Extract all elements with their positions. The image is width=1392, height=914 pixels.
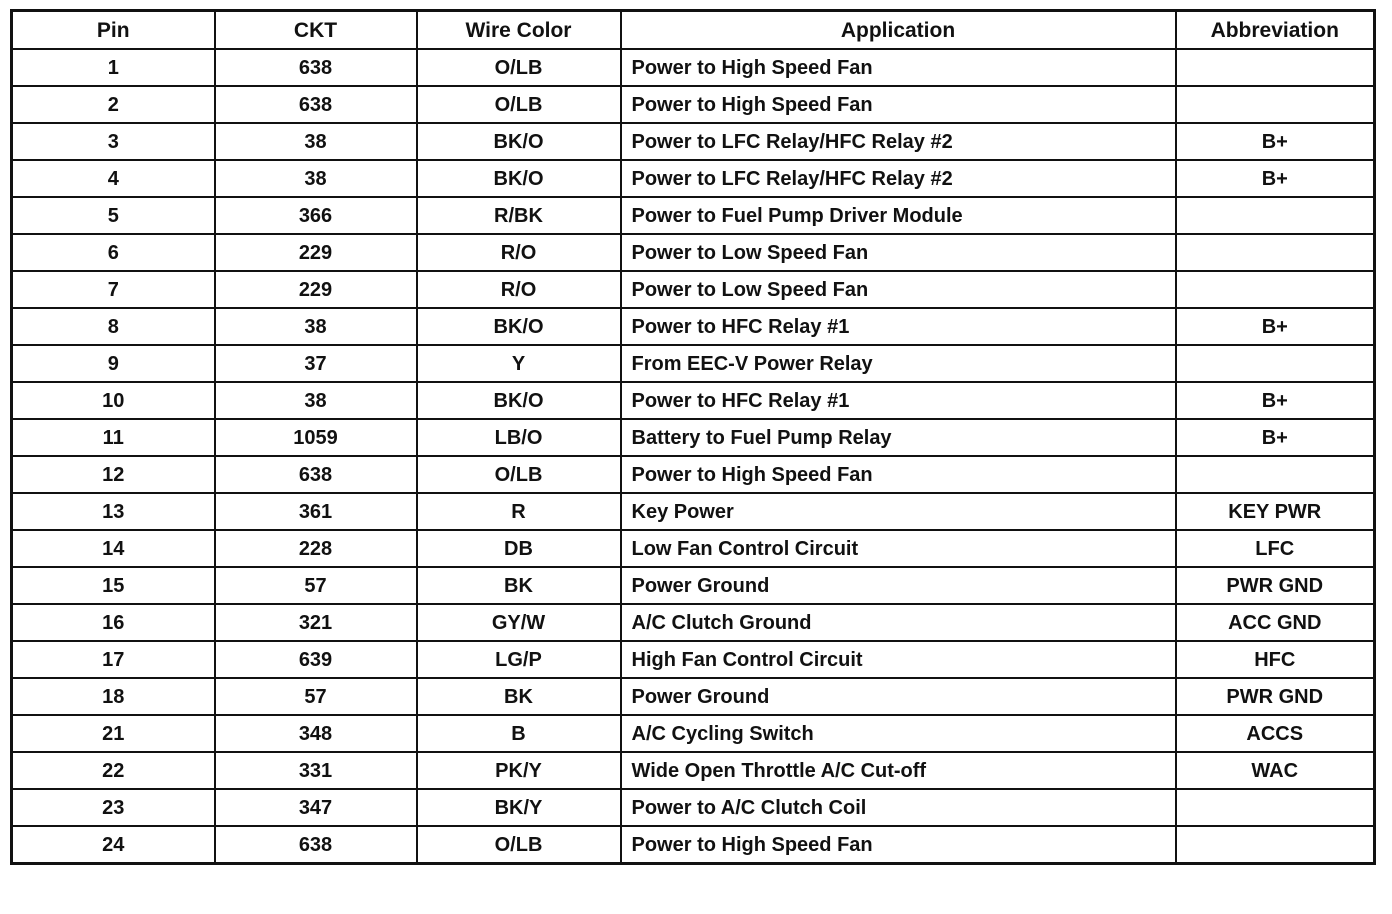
pin-cell: 12: [12, 456, 215, 493]
header-pin: Pin: [12, 11, 215, 50]
table-row: [12, 530, 1375, 567]
ckt-cell: 638: [215, 456, 417, 493]
table-row: [12, 345, 1375, 382]
application-cell: Power to High Speed Fan: [621, 826, 1176, 864]
wire-color-cell: R/O: [417, 271, 621, 308]
table-header: [12, 11, 1375, 50]
application-cell: Power Ground: [621, 678, 1176, 715]
application-cell: Power to Low Speed Fan: [621, 234, 1176, 271]
wire-color-cell: BK/Y: [417, 789, 621, 826]
pin-cell: 17: [12, 641, 215, 678]
abbreviation-cell: WAC: [1176, 752, 1375, 789]
ckt-cell: 38: [215, 123, 417, 160]
abbreviation-cell: ACCS: [1176, 715, 1375, 752]
application-cell: Wide Open Throttle A/C Cut-off: [621, 752, 1176, 789]
table-row: [12, 234, 1375, 271]
pin-cell: 8: [12, 308, 215, 345]
application-cell: Power to LFC Relay/HFC Relay #2: [621, 160, 1176, 197]
table-row: [12, 641, 1375, 678]
abbreviation-cell: [1176, 271, 1375, 308]
wire-color-cell: B: [417, 715, 621, 752]
abbreviation-cell: [1176, 197, 1375, 234]
pin-cell: 14: [12, 530, 215, 567]
ckt-cell: 331: [215, 752, 417, 789]
ckt-cell: 38: [215, 160, 417, 197]
application-cell: A/C Cycling Switch: [621, 715, 1176, 752]
wire-color-cell: R/BK: [417, 197, 621, 234]
table-row: [12, 567, 1375, 604]
abbreviation-cell: [1176, 345, 1375, 382]
pin-cell: 16: [12, 604, 215, 641]
application-cell: Power to A/C Clutch Coil: [621, 789, 1176, 826]
table-row: [12, 604, 1375, 641]
table-row: [12, 752, 1375, 789]
pin-cell: 11: [12, 419, 215, 456]
table-row: [12, 826, 1375, 864]
application-cell: Power to High Speed Fan: [621, 86, 1176, 123]
table-row: [12, 123, 1375, 160]
wire-color-cell: O/LB: [417, 456, 621, 493]
abbreviation-cell: B+: [1176, 419, 1375, 456]
abbreviation-cell: PWR GND: [1176, 567, 1375, 604]
wire-color-cell: O/LB: [417, 826, 621, 864]
wire-color-cell: O/LB: [417, 49, 621, 86]
abbreviation-cell: HFC: [1176, 641, 1375, 678]
abbreviation-cell: [1176, 49, 1375, 86]
table-row: [12, 49, 1375, 86]
header-wire-color: Wire Color: [417, 11, 621, 50]
application-cell: A/C Clutch Ground: [621, 604, 1176, 641]
application-cell: Low Fan Control Circuit: [621, 530, 1176, 567]
ckt-cell: 638: [215, 826, 417, 864]
abbreviation-cell: [1176, 789, 1375, 826]
ckt-cell: 321: [215, 604, 417, 641]
abbreviation-cell: B+: [1176, 382, 1375, 419]
ckt-cell: 228: [215, 530, 417, 567]
wire-color-cell: LB/O: [417, 419, 621, 456]
pin-cell: 5: [12, 197, 215, 234]
application-cell: Power to Fuel Pump Driver Module: [621, 197, 1176, 234]
abbreviation-cell: ACC GND: [1176, 604, 1375, 641]
pin-cell: 2: [12, 86, 215, 123]
ckt-cell: 348: [215, 715, 417, 752]
header-abbreviation: Abbreviation: [1176, 11, 1375, 50]
header-application: Application: [621, 11, 1176, 50]
ckt-cell: 229: [215, 271, 417, 308]
ckt-cell: 639: [215, 641, 417, 678]
application-cell: Power Ground: [621, 567, 1176, 604]
table-row: [12, 493, 1375, 530]
abbreviation-cell: [1176, 456, 1375, 493]
table-row: [12, 456, 1375, 493]
wire-color-cell: R: [417, 493, 621, 530]
application-cell: Power to Low Speed Fan: [621, 271, 1176, 308]
table-row: [12, 86, 1375, 123]
pin-cell: 23: [12, 789, 215, 826]
abbreviation-cell: B+: [1176, 160, 1375, 197]
application-cell: Power to HFC Relay #1: [621, 382, 1176, 419]
wire-color-cell: BK/O: [417, 382, 621, 419]
ckt-cell: 37: [215, 345, 417, 382]
ckt-cell: 38: [215, 382, 417, 419]
pin-cell: 6: [12, 234, 215, 271]
table-row: [12, 197, 1375, 234]
abbreviation-cell: [1176, 826, 1375, 864]
ckt-cell: 1059: [215, 419, 417, 456]
pin-cell: 18: [12, 678, 215, 715]
application-cell: Power to High Speed Fan: [621, 456, 1176, 493]
application-cell: High Fan Control Circuit: [621, 641, 1176, 678]
ckt-cell: 366: [215, 197, 417, 234]
header-ckt: CKT: [215, 11, 417, 50]
table-body: [12, 49, 1375, 864]
pin-cell: 24: [12, 826, 215, 864]
application-cell: Key Power: [621, 493, 1176, 530]
pin-cell: 4: [12, 160, 215, 197]
table-row: [12, 678, 1375, 715]
wire-color-cell: BK/O: [417, 160, 621, 197]
ckt-cell: 361: [215, 493, 417, 530]
table-row: [12, 419, 1375, 456]
ckt-cell: 347: [215, 789, 417, 826]
abbreviation-cell: PWR GND: [1176, 678, 1375, 715]
pin-assignment-table: [10, 9, 1376, 865]
ckt-cell: 38: [215, 308, 417, 345]
ckt-cell: 57: [215, 678, 417, 715]
wire-color-cell: Y: [417, 345, 621, 382]
abbreviation-cell: [1176, 234, 1375, 271]
wire-color-cell: R/O: [417, 234, 621, 271]
table-row: [12, 382, 1375, 419]
wire-color-cell: PK/Y: [417, 752, 621, 789]
wire-color-cell: BK: [417, 678, 621, 715]
abbreviation-cell: B+: [1176, 308, 1375, 345]
ckt-cell: 638: [215, 49, 417, 86]
wire-color-cell: LG/P: [417, 641, 621, 678]
pin-cell: 22: [12, 752, 215, 789]
wire-color-cell: BK/O: [417, 308, 621, 345]
wire-color-cell: GY/W: [417, 604, 621, 641]
table-row: [12, 160, 1375, 197]
table-row: [12, 308, 1375, 345]
application-cell: Power to HFC Relay #1: [621, 308, 1176, 345]
table-row: [12, 271, 1375, 308]
table-row: [12, 789, 1375, 826]
pin-cell: 13: [12, 493, 215, 530]
pin-cell: 3: [12, 123, 215, 160]
abbreviation-cell: KEY PWR: [1176, 493, 1375, 530]
abbreviation-cell: B+: [1176, 123, 1375, 160]
wire-color-cell: DB: [417, 530, 621, 567]
pin-cell: 10: [12, 382, 215, 419]
application-cell: Power to LFC Relay/HFC Relay #2: [621, 123, 1176, 160]
abbreviation-cell: LFC: [1176, 530, 1375, 567]
ckt-cell: 638: [215, 86, 417, 123]
ckt-cell: 229: [215, 234, 417, 271]
pin-cell: 21: [12, 715, 215, 752]
pin-cell: 7: [12, 271, 215, 308]
application-cell: From EEC-V Power Relay: [621, 345, 1176, 382]
pin-cell: 9: [12, 345, 215, 382]
wire-color-cell: BK: [417, 567, 621, 604]
header-row: [12, 11, 1375, 50]
pin-cell: 15: [12, 567, 215, 604]
wire-color-cell: O/LB: [417, 86, 621, 123]
ckt-cell: 57: [215, 567, 417, 604]
pin-cell: 1: [12, 49, 215, 86]
application-cell: Battery to Fuel Pump Relay: [621, 419, 1176, 456]
abbreviation-cell: [1176, 86, 1375, 123]
table-row: [12, 715, 1375, 752]
wire-color-cell: BK/O: [417, 123, 621, 160]
application-cell: Power to High Speed Fan: [621, 49, 1176, 86]
